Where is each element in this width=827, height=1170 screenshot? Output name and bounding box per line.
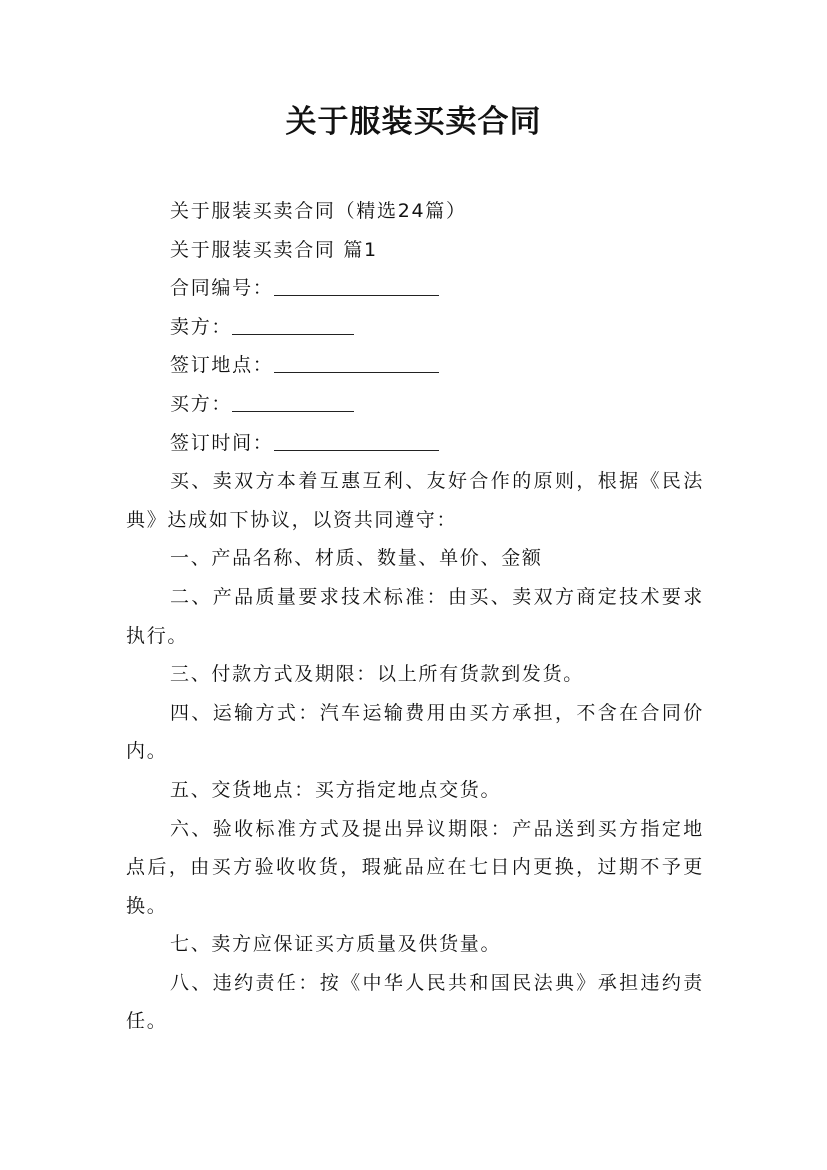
paragraph-clause-1: 一、产品名称、材质、数量、单价、金额 xyxy=(170,547,543,570)
buyer-field xyxy=(126,385,704,424)
buyer-label: 买方： xyxy=(170,392,233,415)
paragraph-clause-8: 八、违约责任：按《中华人民共和国民法典》承担违约责任。 xyxy=(126,971,704,1033)
seller-label: 卖方： xyxy=(170,315,233,338)
subtitle-line xyxy=(126,192,704,231)
signing-place-field xyxy=(126,346,704,385)
paragraph-clause-2: 二、产品质量要求技术标准：由买、卖双方商定技术要求执行。 xyxy=(126,585,704,647)
signing-time-label: 签订时间： xyxy=(170,431,274,454)
buyer-blank[interactable] xyxy=(232,393,354,412)
paragraph-clause-4: 四、运输方式：汽车运输费用由买方承担，不含在合同价内。 xyxy=(126,701,704,763)
section-heading-text: 关于服装买卖合同 篇1 xyxy=(170,238,378,261)
signing-time-blank[interactable] xyxy=(274,432,439,451)
document-title: 关于服装买卖合同 xyxy=(285,104,542,140)
section-heading xyxy=(126,231,704,270)
contract-number-field xyxy=(126,269,704,308)
seller-blank[interactable] xyxy=(232,316,354,335)
paragraph-preamble: 买、卖双方本着互惠互利、友好合作的原则，根据《民法典》达成如下协议，以资共同遵守： xyxy=(126,470,704,531)
signing-place-label: 签订地点： xyxy=(170,354,274,377)
subtitle-text: 关于服装买卖合同（精选24篇） xyxy=(170,200,467,222)
contract-number-blank[interactable] xyxy=(274,277,439,296)
paragraph-clause-3: 三、付款方式及期限：以上所有货款到发货。 xyxy=(170,663,585,686)
paragraph-clause-7: 七、卖方应保证买方质量及供货量。 xyxy=(170,933,502,956)
paragraph-clause-5: 五、交货地点：买方指定地点交货。 xyxy=(170,778,502,801)
contract-number-label: 合同编号： xyxy=(170,277,274,300)
paragraph-clause-6: 六、验收标准方式及提出异议期限：产品送到买方指定地点后，由买方验收收货，瑕疵品应在七日内更换，过期不予更换。 xyxy=(126,817,704,917)
signing-place-blank[interactable] xyxy=(274,354,439,373)
seller-field xyxy=(126,308,704,347)
signing-time-field xyxy=(126,424,704,463)
document-body xyxy=(126,192,704,1041)
